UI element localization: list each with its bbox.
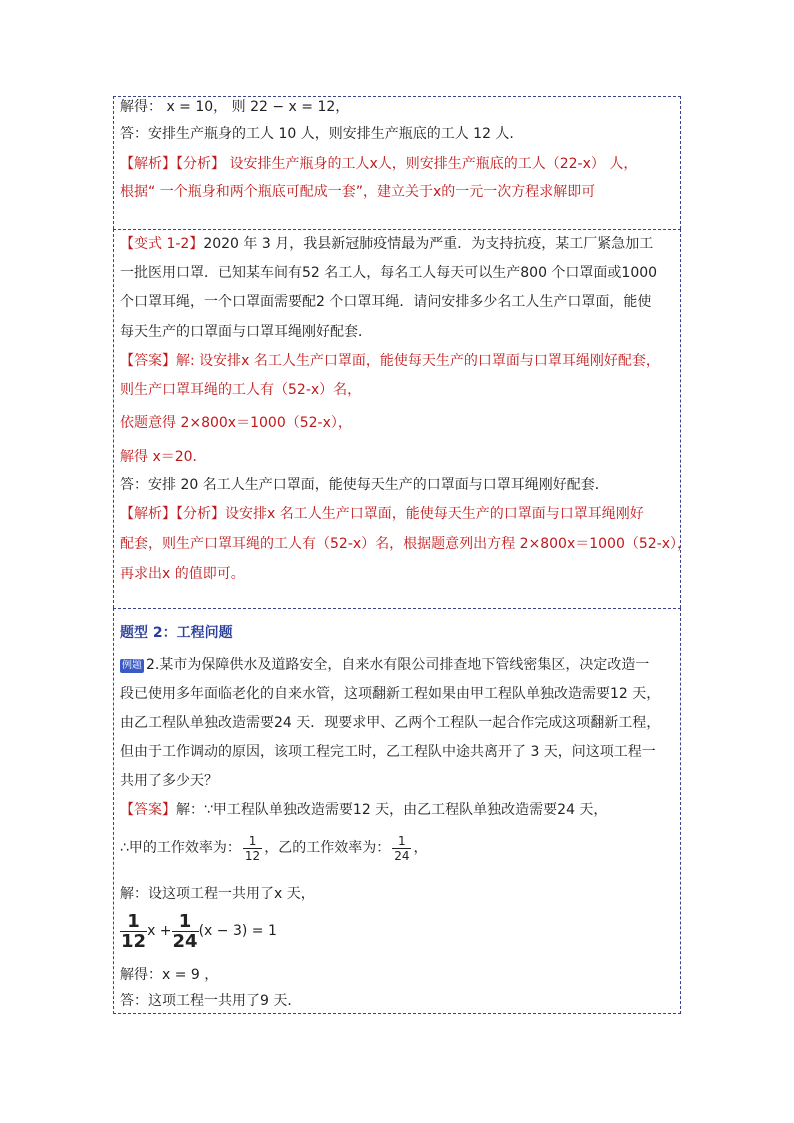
answer-line: 【答案】解: 设安排x 名工人生产口罩面，能使每天生产的口罩面与口罩耳绳刚好配套， xyxy=(120,353,660,369)
section-heading: 题型 2：工程问题 xyxy=(120,625,233,641)
answer-line: 解得 x＝20． xyxy=(120,449,207,465)
analysis-line-2: 根据“ 一个瓶身和两个瓶底可配成一套”，建立关于x的一元一次方程求解即可 xyxy=(120,184,596,200)
fraction: $\frac{1}{12}$ xyxy=(121,910,147,952)
question-line: 段已使用多年面临老化的自来水管，这项翻新工程如果由甲工程队单独改造需要12 天， xyxy=(120,686,661,702)
example-badge: 例题 xyxy=(122,660,142,671)
answer-tag: 【答案】 xyxy=(120,802,176,818)
variant-tag: 【变式 1-2】 xyxy=(120,236,204,252)
answer-line: 解得：x = 9 ， xyxy=(120,967,219,983)
answer-line: 答：这项工程一共用了9 天． xyxy=(120,993,302,1009)
answer-line: 则生产口罩耳绳的工人有（52-x）名， xyxy=(120,382,362,398)
analysis-line: 【解析】【分析】设安排x 名工人生产口罩面，能使每天生产的口罩面与口罩耳绳刚好 xyxy=(120,506,644,522)
analysis-tag: 【解析】【分析】 xyxy=(120,156,225,172)
analysis-line: 配套，则生产口罩耳绳的工人有（52-x）名，根据题意列出方程 2×800x＝1000（52-x）， xyxy=(120,536,692,552)
solution-line: 解得： x = 10， 则 22 − x = 12， xyxy=(120,99,350,115)
answer-line: 依题意得 2×800x＝1000（52-x）， xyxy=(120,415,352,431)
fraction: $\frac{1}{12}$ xyxy=(244,833,261,863)
engineering-section xyxy=(113,608,681,1014)
question-line: 由乙工程队单独改造需要24 天．现要求甲、乙两个工程队一起合作完成这项翻新工程， xyxy=(120,715,661,731)
question-line: 例题 2.某市为保障供水及道路安全，自来水有限公司排查地下管线密集区，决定改造一 xyxy=(122,657,650,673)
fraction: $\frac{1}{24}$ xyxy=(394,833,410,863)
question-line: 个口罩耳绳，一个口罩面需要配2 个口罩耳绳．请问安排多少名工人生产口罩面，能使 xyxy=(120,294,652,310)
answer-line: 【答案】解：∵甲工程队单独改造需要12 天，由乙工程队单独改造需要24 天， xyxy=(120,802,608,818)
document-page xyxy=(113,96,692,1014)
answer-line: 解：设这项工程一共用了x 天， xyxy=(120,886,315,902)
analysis-line: 【解析】【分析】 设安排生产瓶身的工人x人，则安排生产瓶底的工人（22-x） 人， xyxy=(120,156,638,172)
efficiency-line: ∴甲的工作效率为： $\frac{1}{12}$ ，乙的工作效率为： $\frac{1}{24}$ ， xyxy=(120,833,428,863)
equation-line: $\frac{1}{12}$ x + $\frac{1}{24}$ (x − 3) = 1 xyxy=(121,910,277,952)
question-line: 共用了多少天？ xyxy=(120,773,218,789)
answer-line: 答：安排生产瓶身的工人 10 人，则安排生产瓶底的工人 12 人. xyxy=(120,126,514,142)
answer-line: 答：安排 20 名工人生产口罩面，能使每天生产的口罩面与口罩耳绳刚好配套． xyxy=(120,477,609,493)
fraction: $\frac{1}{24}$ xyxy=(172,910,198,952)
question-line: 【变式 1-2】2020 年 3 月，我县新冠肺疫情最为严重．为支持抗疫，某工厂紧急加工 xyxy=(120,236,654,252)
question-line: 但由于工作调动的原因，该项工程完工时，乙工程队中途共离开了 3 天，问这项工程一 xyxy=(120,744,656,760)
analysis-tag: 【解析】【分析】 xyxy=(120,506,225,522)
variant-section xyxy=(113,229,692,608)
solution-section-1 xyxy=(113,96,681,229)
question-line: 每天生产的口罩面与口罩耳绳刚好配套． xyxy=(120,324,372,340)
question-line: 一批医用口罩．已知某车间有52 名工人，每名工人每天可以生产800 个口罩面或1000 xyxy=(120,265,658,281)
analysis-line: 再求出x 的值即可。 xyxy=(120,566,245,582)
answer-tag: 【答案】 xyxy=(120,353,176,369)
